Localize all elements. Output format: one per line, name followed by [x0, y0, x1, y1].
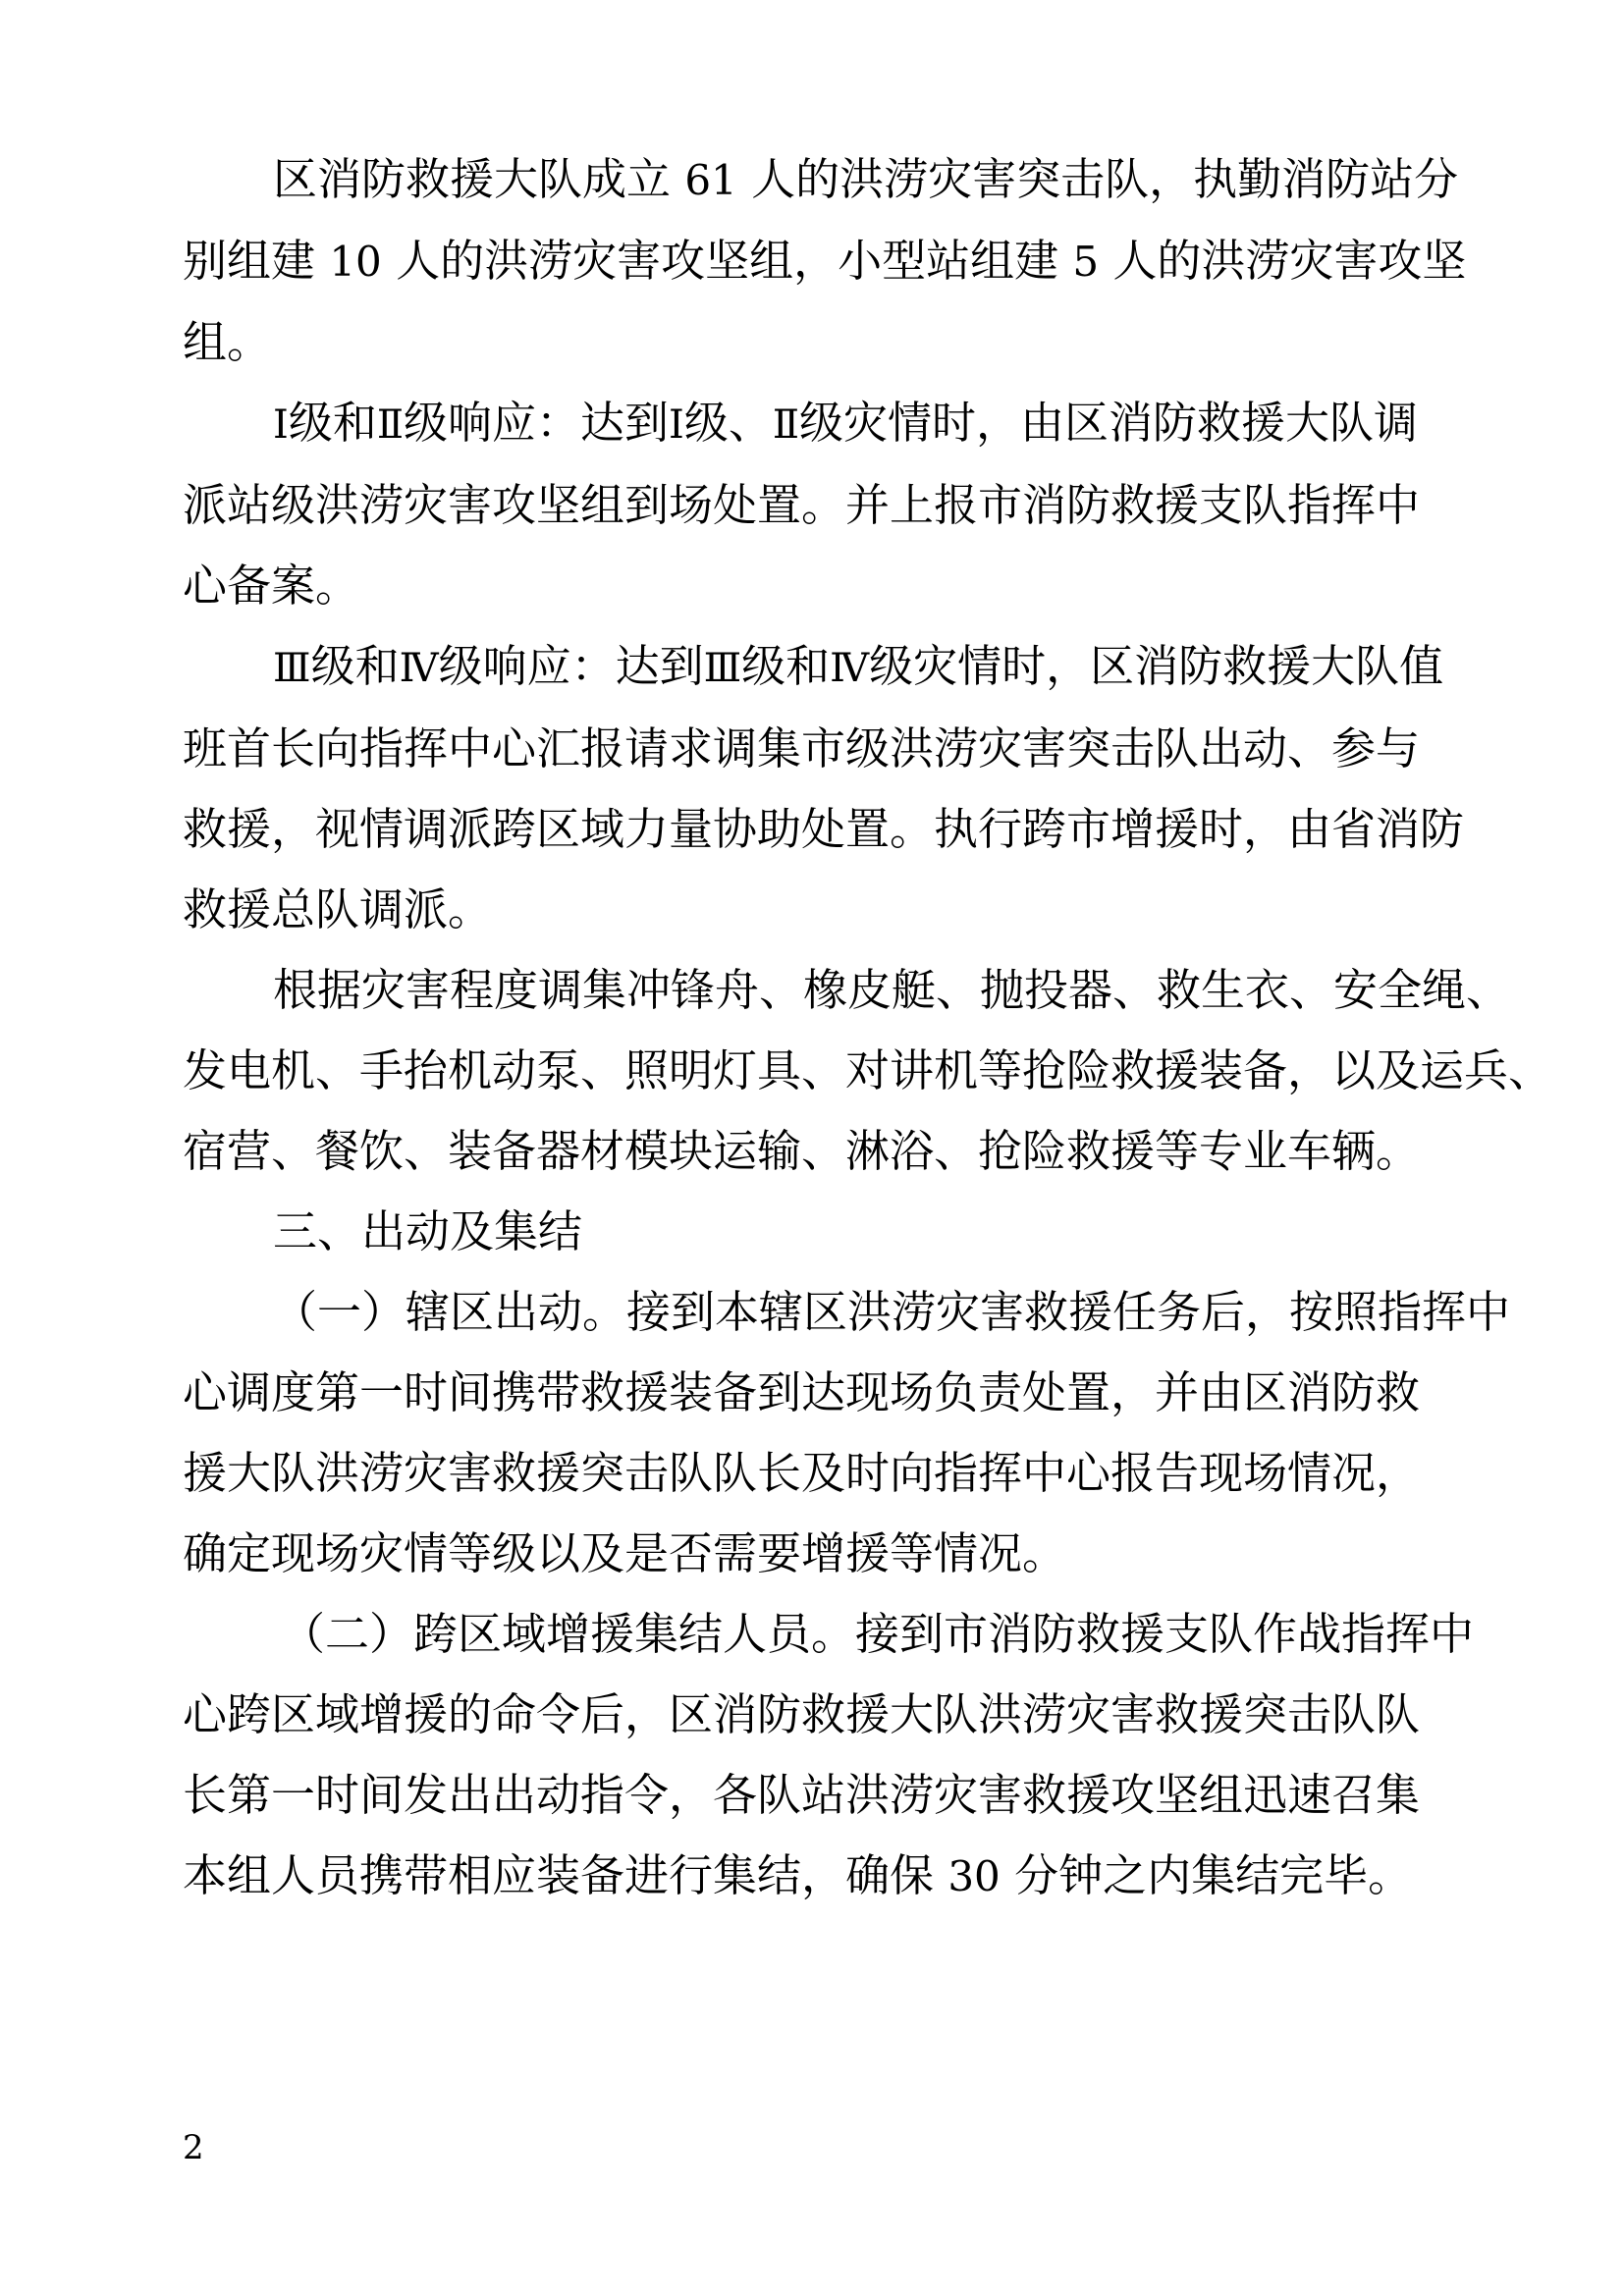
- text-line: 别组建 10 人的洪涝灾害攻坚组，小型站组建 5 人的洪涝灾害攻坚: [183, 235, 1467, 287]
- text-line: 派站级洪涝灾害攻坚组到场处置。并上报市消防救援支队指挥中: [183, 479, 1421, 531]
- text-line: Ⅲ级和Ⅳ级响应：达到Ⅲ级和Ⅳ级灾情时，区消防救援大队值: [273, 640, 1444, 692]
- page-number: 2: [183, 2128, 204, 2167]
- text-line: 确定现场灾情等级以及是否需要增援等情况。: [183, 1527, 1067, 1579]
- text-line: 长第一时间发出出动指令，各队站洪涝灾害救援攻坚组迅速召集: [183, 1769, 1421, 1821]
- paragraph-3: [183, 626, 1465, 950]
- text-line: Ⅰ级和Ⅱ级响应：达到Ⅰ级、Ⅱ级灾情时，由区消防救援大队调: [273, 397, 1419, 449]
- paragraph-4: [183, 950, 1553, 1192]
- text-line: 宿营、餐饮、装备器材模块运输、淋浴、抢险救援等专业车辆。: [183, 1125, 1421, 1177]
- text-line: 援大队洪涝灾害救援突击队队长及时向指挥中心报告现场情况，: [183, 1447, 1421, 1499]
- text-line: 救援，视情调派跨区域力量协助处置。执行跨市增援时，由省消防: [183, 803, 1465, 855]
- paragraph-1: [183, 139, 1467, 383]
- paragraph-5: [183, 1272, 1511, 1594]
- text-line: （二）跨区域增援集结人员。接到市消防救援支队作战指挥中: [281, 1608, 1475, 1660]
- section-heading-3: [183, 1192, 1443, 1272]
- text-line: 组。: [183, 316, 272, 368]
- text-line: 救援总队调派。: [183, 883, 493, 935]
- document-body: [183, 139, 1553, 1917]
- text-line: （一）辖区出动。接到本辖区洪涝灾害救援任务后，按照指挥中: [273, 1286, 1511, 1338]
- heading-text: 三、出动及集结: [273, 1205, 583, 1257]
- paragraph-2: [183, 383, 1443, 626]
- text-line: 心跨区域增援的命令后，区消防救援大队洪涝灾害救援突击队队: [183, 1688, 1421, 1740]
- text-line: 本组人员携带相应装备进行集结，确保 30 分钟之内集结完毕。: [183, 1849, 1413, 1901]
- paragraph-6: [183, 1594, 1475, 1917]
- text-line: 发电机、手抬机动泵、照明灯具、对讲机等抢险救援装备，以及运兵、: [183, 1044, 1553, 1096]
- text-line: 区消防救援大队成立 61 人的洪涝灾害突击队，执勤消防站分: [273, 153, 1459, 205]
- text-line: 根据灾害程度调集冲锋舟、橡皮艇、抛投器、救生衣、安全绳、: [273, 964, 1511, 1016]
- text-line: 心备案。: [183, 560, 360, 612]
- text-line: 心调度第一时间携带救援装备到达现场负责处置，并由区消防救: [183, 1366, 1421, 1418]
- text-line: 班首长向指挥中心汇报请求调集市级洪涝灾害突击队出动、参与: [183, 722, 1421, 774]
